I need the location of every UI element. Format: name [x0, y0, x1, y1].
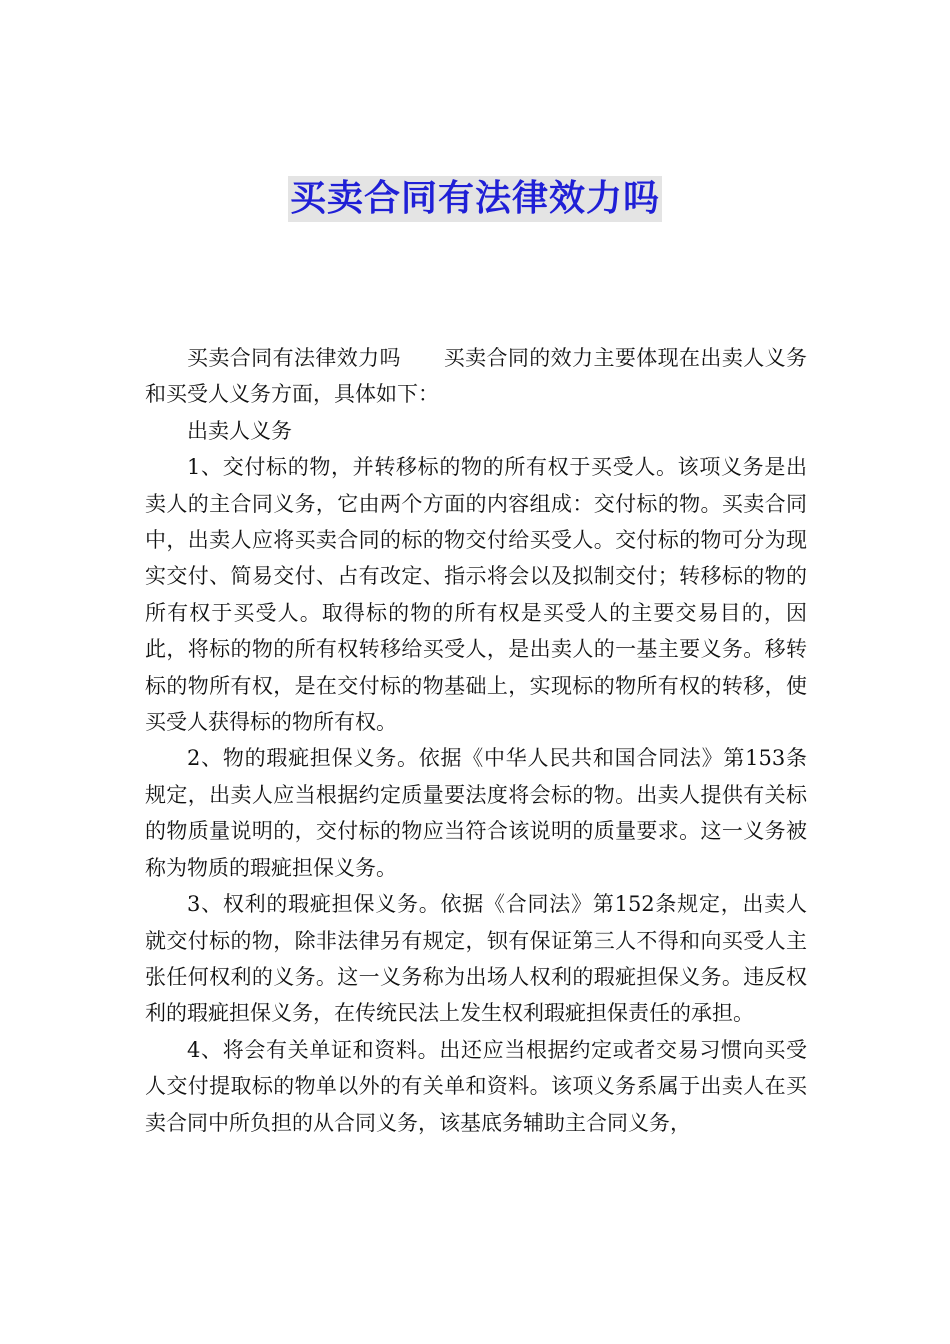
paragraph-seller-duties-heading: 出卖人义务 — [187, 418, 292, 443]
document-body — [145, 340, 807, 1141]
paragraph-duty-1: 1、交付标的物，并转移标的物的所有权于买受人。该项义务是出卖人的主合同义务，它由两个方面的内容组成：交付标的物。买卖合同中，出卖人应将买卖合同的标的物交付给买受人。交付标的物可分为现实交付、简易交付、占有改定、指示将会以及拟制交付；转移标的物的所有权于买受人。取得标的物的所有权是买受人的主要交易目的，因此，将标的物的所有权转移给买受人，是出卖人的一基主要义务。移转标的物所有权，是在交付标的物基础上，实现标的物所有权的转移，使买受人获得标的物所有权。 — [145, 455, 807, 735]
document-title: 买卖合同有法律效力吗 — [288, 176, 662, 222]
title-container — [0, 176, 950, 222]
paragraph-duty-2: 2、物的瑕疵担保义务。依据《中华人民共和国合同法》第153条规定，出卖人应当根据约定质量要法度将会标的物。出卖人提供有关标的物质量说明的，交付标的物应当符合该说明的质量要求。这一义务被称为物质的瑕疵担保义务。 — [145, 746, 807, 880]
paragraph-duty-3: 3、权利的瑕疵担保义务。依据《合同法》第152条规定，出卖人就交付标的物，除非法律另有规定，钡有保证第三人不得和向买受人主张任何权利的义务。这一义务称为出场人权利的瑕疵担保义务。违反权利的瑕疵担保义务，在传统民法上发生权利瑕疵担保责任的承担。 — [145, 892, 807, 1026]
paragraph-intro: 买卖合同有法律效力吗 买卖合同的效力主要体现在出卖人义务和买受人义务方面，具体如下： — [145, 346, 807, 407]
paragraph-duty-4: 4、将会有关单证和资料。出还应当根据约定或者交易习惯向买受人交付提取标的物单以外的有关单和资料。该项义务系属于出卖人在买卖合同中所负担的从合同义务，该基底务辅助主合同义务， — [145, 1037, 807, 1135]
